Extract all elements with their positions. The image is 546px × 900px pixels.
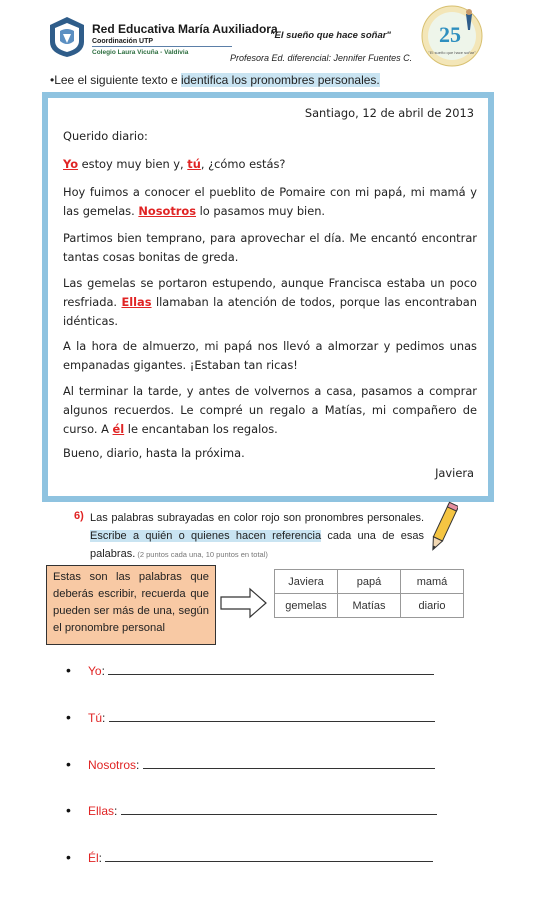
answer-nosotros: [66, 756, 435, 772]
hint-box: Estas son las palabras que deberás escribir, recuerda que pueden ser más de una, según el pronombre personal: [46, 565, 216, 645]
answer-input-line[interactable]: [121, 804, 437, 815]
pronoun-tu: tú: [187, 157, 201, 171]
answer-input-line[interactable]: [109, 711, 435, 722]
instruction: [50, 73, 380, 87]
badge-number: 25: [439, 22, 461, 47]
table-row: [275, 570, 464, 594]
p2-end: lo pasamos muy bien.: [196, 204, 326, 218]
letter-paragraph-7: Bueno, diario, hasta la próxima.: [63, 446, 245, 460]
letter-paragraph-3: Partimos bien temprano, para aprovechar el día. Me encantó encontrar tantas cosas bonitas de greda.: [63, 231, 477, 264]
letter-paragraph-6: [63, 382, 477, 439]
pencil-icon: [428, 500, 458, 556]
answer-tu: [66, 709, 435, 725]
table-cell: Javiera: [275, 570, 338, 594]
diary-letter-box: [42, 92, 494, 502]
table-cell: Matías: [338, 594, 401, 618]
answer-label: Yo: [88, 664, 102, 678]
table-cell: gemelas: [275, 594, 338, 618]
answer-label: Tú: [88, 711, 103, 725]
letter-greeting: Querido diario:: [63, 129, 148, 143]
letter-signature: Javiera: [435, 466, 474, 480]
instruction-highlight: identifica los pronombres personales.: [180, 73, 380, 87]
answer-input-line[interactable]: [105, 851, 433, 862]
bullet-icon: •: [66, 662, 71, 678]
answer-ellas: [66, 802, 437, 818]
p1-end: , ¿cómo estás?: [200, 157, 286, 171]
instruction-bullet: •: [50, 73, 55, 87]
institution-name: Red Educativa María Auxiliadora: [92, 22, 278, 36]
question-text-1: Las palabras subrayadas en color rojo son pronombres personales.: [90, 512, 424, 524]
instruction-middle: el siguiente texto e: [74, 73, 181, 87]
answer-label: Él: [88, 851, 99, 865]
pronoun-ellas: Ellas: [121, 295, 152, 309]
answer-sep: :: [136, 758, 143, 772]
anniversary-badge: [420, 4, 484, 68]
instruction-lead: Lee: [54, 73, 75, 87]
answer-label: Nosotros: [88, 758, 137, 772]
letter-date: Santiago, 12 de abril de 2013: [304, 106, 474, 120]
letter-paragraph-5: A la hora de almuerzo, mi papá nos llevó a almorzar y pedimos unas empanadas gigantes. ¡Estaban tan ricas!: [63, 339, 477, 372]
question-number: 6): [74, 510, 84, 522]
p2-start: Hoy fuimos a conocer el pueblito de Pomaire con mi papá, mi mamá y las gemelas.: [63, 185, 477, 218]
question-text-2: cada una de esas palabras.: [90, 530, 424, 560]
table-cell: papá: [338, 570, 401, 594]
teacher-name: Profesora Ed. diferencial: Jennifer Fuentes C.: [230, 53, 413, 63]
arrow-right-icon: [220, 587, 268, 619]
school-name: Colegio Laura Vicuña - Valdivia: [92, 49, 189, 56]
letter-paragraph-1: [63, 155, 477, 174]
pronoun-nosotros: Nosotros: [138, 204, 197, 218]
badge-caption: "El sueño que hace soñar": [428, 50, 476, 55]
answer-sep: :: [101, 664, 109, 678]
table-row: [275, 594, 464, 618]
p6-start: Al terminar la tarde, y antes de volvernos a casa, pasamos a comprar algunos recuerdos. Le compré un regalo a Matías, mi compañero de curso. A: [63, 384, 477, 436]
p4-end: llamaban la atención de todos, porque las encontraban idénticas.: [63, 295, 477, 328]
letter-paragraph-2: [63, 183, 477, 221]
header-divider: [92, 46, 232, 47]
answer-el: [66, 849, 433, 865]
p1-mid: estoy muy bien y,: [78, 157, 188, 171]
question-points-note: (2 puntos cada una, 10 puntos en total): [135, 550, 268, 559]
question-highlight: Escribe a quién o quienes hacen referencia: [90, 530, 322, 542]
answer-sep: :: [98, 851, 106, 865]
table-cell: mamá: [401, 570, 464, 594]
pronoun-el: él: [112, 422, 125, 436]
coordination-label: Coordinación UTP: [92, 38, 154, 45]
bullet-icon: •: [66, 849, 71, 865]
bullet-icon: •: [66, 709, 71, 725]
table-cell: diario: [401, 594, 464, 618]
school-logo: [48, 16, 86, 58]
motto: "El sueño que hace soñar": [270, 30, 391, 41]
letter-paragraph-4: [63, 274, 477, 331]
answer-input-line[interactable]: [108, 664, 434, 675]
question-text: [90, 509, 424, 564]
word-bank-table: [274, 569, 464, 618]
answer-sep: :: [114, 804, 121, 818]
answer-label: Ellas: [88, 804, 115, 818]
p4-start: Las gemelas se portaron estupendo, aunque Francisca estaba un poco resfriada.: [63, 276, 477, 309]
bullet-icon: •: [66, 802, 71, 818]
answer-sep: :: [102, 711, 109, 725]
bullet-icon: •: [66, 756, 71, 772]
answer-yo: [66, 662, 434, 678]
answer-input-line[interactable]: [143, 758, 435, 769]
pronoun-yo: Yo: [63, 157, 79, 171]
p6-end: le encantaban los regalos.: [124, 422, 278, 436]
